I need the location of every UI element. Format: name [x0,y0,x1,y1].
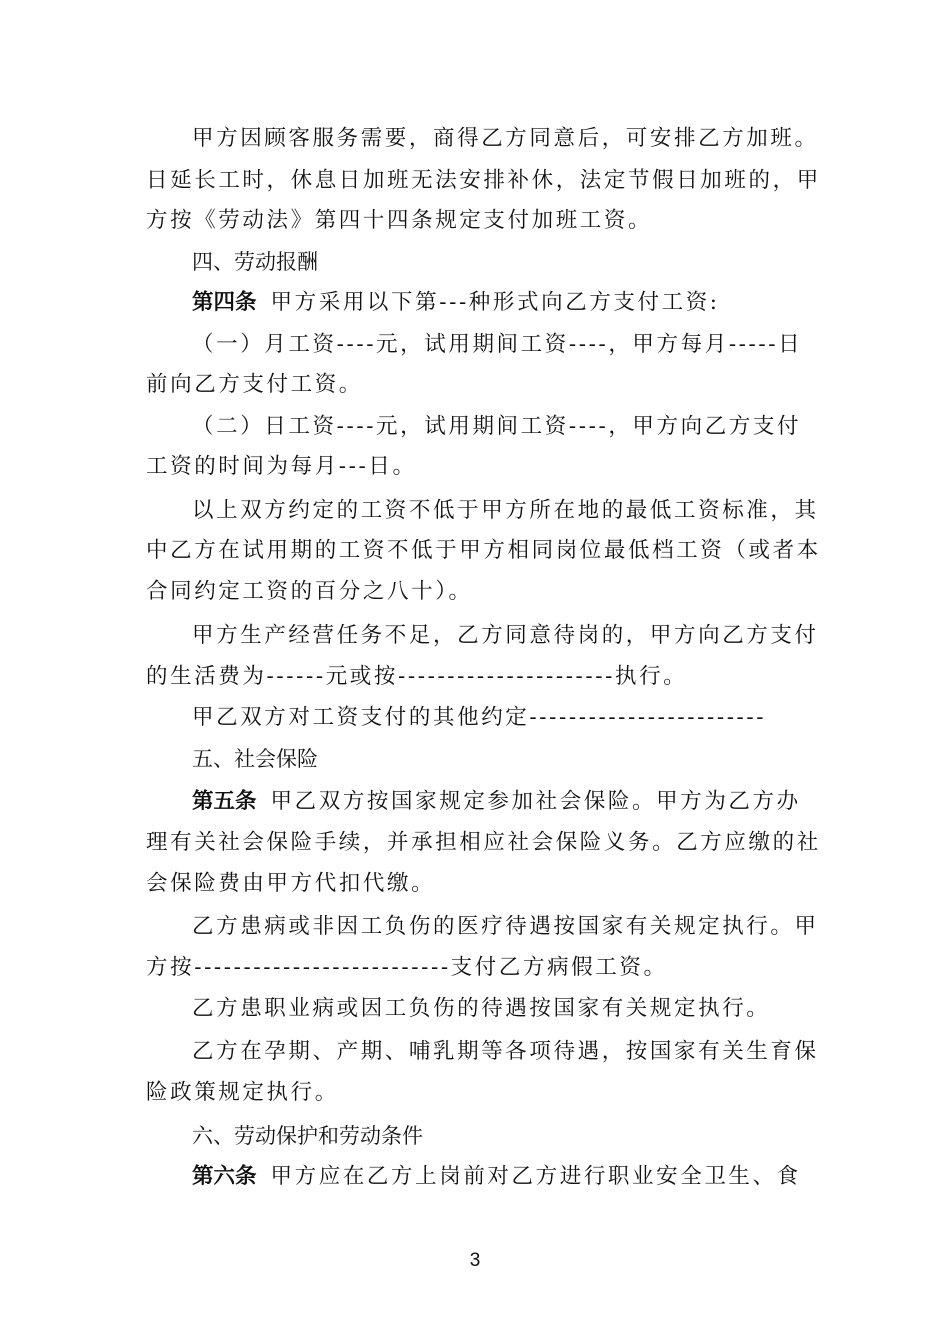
article-text: 甲乙双方按国家规定参加社会保险。甲方为乙方办 [270,789,801,814]
paragraph-line: 甲方因顾客服务需要，商得乙方同意后，可安排乙方加班。 [192,126,819,151]
paragraph-line: 前向乙方支付工资。 [146,372,363,397]
paragraph-line: 以上双方约定的工资不低于甲方所在地的最低工资标准，其 [192,498,819,523]
paragraph-line: （一）月工资----元，试用期间工资----，甲方每月-----日 [192,332,803,357]
article-6 [192,1163,862,1191]
article-text: 甲方采用以下第---种形式向乙方支付工资: [270,290,720,315]
paragraph-line: 方按--------------------------支付乙方病假工资。 [146,955,668,980]
article-text: 甲方应在乙方上岗前对乙方进行职业安全卫生、食 [270,1164,801,1189]
article-5 [192,788,862,816]
paragraph-line: 甲乙双方对工资支付的其他约定------------------------ [192,705,767,730]
article-label: 第四条 [192,290,257,315]
section-heading-social-insurance: 五、社会保险 [192,747,318,771]
paragraph-line: 理有关社会保险手续，并承担相应社会保险义务。乙方应缴的社 [146,830,821,855]
paragraph-line: 会保险费由甲方代扣代缴。 [146,871,436,896]
paragraph-line: 甲方生产经营任务不足，乙方同意待岗的，甲方向乙方支付 [192,623,819,648]
paragraph-line: 合同约定工资的百分之八十）。 [146,579,473,604]
page-number: 3 [469,1250,481,1271]
article-4 [192,289,862,317]
paragraph-line: 乙方在孕期、产期、哺乳期等各项待遇，按国家有关生育保 [192,1039,819,1064]
section-heading-labor-protection: 六、劳动保护和劳动条件 [192,1124,423,1148]
paragraph-line: 险政策规定执行。 [146,1080,339,1105]
paragraph-line: （二）日工资----元，试用期间工资----，甲方向乙方支付 [192,414,802,439]
paragraph-line: 工资的时间为每月---日。 [146,454,417,479]
paragraph-line: 的生活费为------元或按----------------------执行。 [146,664,688,689]
paragraph-line: 方按《劳动法》第四十四条规定支付加班工资。 [146,208,653,233]
article-label: 第五条 [192,789,257,814]
paragraph-line: 乙方患职业病或因工负伤的待遇按国家有关规定执行。 [192,996,771,1021]
article-label: 第六条 [192,1164,257,1189]
paragraph-line: 日延长工时，休息日加班无法安排补休，法定节假日加班的，甲 [146,168,821,193]
section-heading-remuneration: 四、劳动报酬 [192,250,318,274]
paragraph-line: 中乙方在试用期的工资不低于甲方相同岗位最低档工资（或者本 [146,538,821,563]
paragraph-line: 乙方患病或非因工负伤的医疗待遇按国家有关规定执行。甲 [192,914,819,939]
